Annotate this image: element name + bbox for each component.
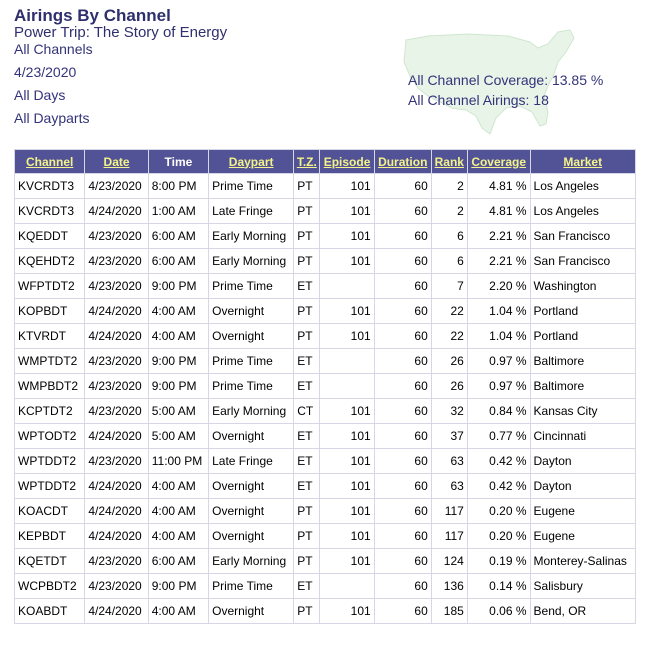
channel-cell: KTVRDT [15,324,85,349]
table-row [15,274,636,299]
daypart-cell: Prime Time [209,349,294,374]
date-cell: 4/23/2020 [85,249,148,274]
table-row [15,574,636,599]
duration-cell: 60 [374,399,431,424]
market-cell: San Francisco [530,249,635,274]
dayparts-filter: All Dayparts [14,110,90,126]
time-cell: 9:00 PM [148,274,208,299]
channel-cell: KOABDT [15,599,85,624]
timezone-cell: PT [294,324,320,349]
column-header-episode[interactable]: Episode [320,150,374,174]
rank-cell: 63 [431,449,467,474]
table-row [15,399,636,424]
duration-cell: 60 [374,524,431,549]
coverage-cell: 4.81 % [467,174,530,199]
market-cell: Eugene [530,499,635,524]
timezone-cell: ET [294,374,320,399]
table-row [15,349,636,374]
duration-cell: 60 [374,249,431,274]
channel-cell: KQEHDT2 [15,249,85,274]
coverage-cell: 0.19 % [467,549,530,574]
channel-cell: KQETDT [15,549,85,574]
table-row [15,199,636,224]
days-filter: All Days [14,87,66,103]
coverage-cell: 1.04 % [467,324,530,349]
episode-cell [320,574,374,599]
rank-cell: 26 [431,374,467,399]
table-row [15,499,636,524]
rank-cell: 7 [431,274,467,299]
report-title: Airings By Channel [14,6,171,25]
date-cell: 4/23/2020 [85,399,148,424]
timezone-cell: PT [294,599,320,624]
timezone-cell: ET [294,424,320,449]
duration-cell: 60 [374,374,431,399]
episode-cell: 101 [320,174,374,199]
coverage-cell: 0.20 % [467,499,530,524]
column-header-daypart[interactable]: Daypart [209,150,294,174]
time-cell: 4:00 AM [148,524,208,549]
coverage-summary: All Channel Coverage: 13.85 % [408,72,604,88]
episode-cell: 101 [320,599,374,624]
timezone-cell: PT [294,199,320,224]
rank-cell: 2 [431,199,467,224]
market-cell: Cincinnati [530,424,635,449]
timezone-cell: PT [294,224,320,249]
market-cell: Portland [530,299,635,324]
channel-cell: KVCRDT3 [15,174,85,199]
table-row [15,549,636,574]
daypart-cell: Overnight [209,299,294,324]
daypart-cell: Late Fringe [209,199,294,224]
channel-cell: KQEDDT [15,224,85,249]
episode-cell: 101 [320,249,374,274]
coverage-cell: 0.42 % [467,449,530,474]
timezone-cell: ET [294,449,320,474]
channel-cell: WFPTDT2 [15,274,85,299]
table-header-row [15,150,636,174]
date-cell: 4/24/2020 [85,199,148,224]
coverage-cell: 0.06 % [467,599,530,624]
market-cell: Salisbury [530,574,635,599]
rank-cell: 63 [431,474,467,499]
channel-cell: KOACDT [15,499,85,524]
table-row [15,249,636,274]
duration-cell: 60 [374,174,431,199]
date-cell: 4/24/2020 [85,524,148,549]
episode-cell: 101 [320,224,374,249]
daypart-cell: Overnight [209,424,294,449]
column-header-market[interactable]: Market [530,150,635,174]
coverage-cell: 2.21 % [467,224,530,249]
market-cell: Portland [530,324,635,349]
daypart-cell: Late Fringe [209,449,294,474]
date-cell: 4/23/2020 [85,224,148,249]
time-cell: 4:00 AM [148,299,208,324]
date-cell: 4/24/2020 [85,474,148,499]
daypart-cell: Overnight [209,324,294,349]
time-cell: 1:00 AM [148,199,208,224]
table-row [15,474,636,499]
market-cell: Eugene [530,524,635,549]
episode-cell: 101 [320,324,374,349]
column-header-rank[interactable]: Rank [431,150,467,174]
coverage-cell: 0.84 % [467,399,530,424]
duration-cell: 60 [374,499,431,524]
rank-cell: 22 [431,299,467,324]
table-row [15,224,636,249]
time-cell: 4:00 AM [148,324,208,349]
rank-cell: 117 [431,499,467,524]
time-cell: 9:00 PM [148,574,208,599]
market-cell: Baltimore [530,374,635,399]
column-header-coverage[interactable]: Coverage [467,150,530,174]
date-cell: 4/23/2020 [85,374,148,399]
coverage-cell: 4.81 % [467,199,530,224]
rank-cell: 185 [431,599,467,624]
table-row [15,424,636,449]
airings-table [14,149,636,624]
market-cell: Monterey-Salinas [530,549,635,574]
time-cell: 5:00 AM [148,399,208,424]
daypart-cell: Early Morning [209,399,294,424]
time-cell: 4:00 AM [148,499,208,524]
daypart-cell: Overnight [209,499,294,524]
timezone-cell: ET [294,274,320,299]
market-cell: Bend, OR [530,599,635,624]
daypart-cell: Prime Time [209,574,294,599]
date-cell: 4/24/2020 [85,424,148,449]
coverage-cell: 0.97 % [467,374,530,399]
coverage-cell: 0.14 % [467,574,530,599]
episode-cell [320,374,374,399]
time-cell: 6:00 AM [148,224,208,249]
date-cell: 4/23/2020 [85,574,148,599]
daypart-cell: Early Morning [209,249,294,274]
daypart-cell: Prime Time [209,274,294,299]
episode-cell: 101 [320,499,374,524]
timezone-cell: CT [294,399,320,424]
channel-cell: WPTODT2 [15,424,85,449]
timezone-cell: PT [294,174,320,199]
timezone-cell: ET [294,474,320,499]
date-cell: 4/24/2020 [85,324,148,349]
daypart-cell: Overnight [209,524,294,549]
episode-cell: 101 [320,524,374,549]
channel-cell: KOPBDT [15,299,85,324]
rank-cell: 6 [431,224,467,249]
date-cell: 4/24/2020 [85,499,148,524]
market-cell: Los Angeles [530,199,635,224]
episode-cell: 101 [320,474,374,499]
rank-cell: 32 [431,399,467,424]
column-header-date[interactable]: Date [85,150,148,174]
rank-cell: 136 [431,574,467,599]
daypart-cell: Early Morning [209,224,294,249]
table-row [15,324,636,349]
episode-cell: 101 [320,299,374,324]
time-cell: 11:00 PM [148,449,208,474]
rank-cell: 2 [431,174,467,199]
timezone-cell: ET [294,574,320,599]
channels-filter: All Channels [14,41,93,57]
timezone-cell: PT [294,249,320,274]
timezone-cell: PT [294,524,320,549]
rank-cell: 26 [431,349,467,374]
market-cell: Baltimore [530,349,635,374]
table-row [15,449,636,474]
duration-cell: 60 [374,599,431,624]
table-row [15,374,636,399]
column-header-duration[interactable]: Duration [374,150,431,174]
duration-cell: 60 [374,449,431,474]
channel-cell: WPTDDT2 [15,474,85,499]
episode-cell: 101 [320,549,374,574]
coverage-cell: 0.20 % [467,524,530,549]
airings-summary: All Channel Airings: 18 [408,92,549,108]
date-cell: 4/23/2020 [85,449,148,474]
timezone-cell: ET [294,349,320,374]
column-header-channel[interactable]: Channel [15,150,85,174]
rank-cell: 124 [431,549,467,574]
table-row [15,174,636,199]
market-cell: Kansas City [530,399,635,424]
date-cell: 4/23/2020 [85,549,148,574]
rank-cell: 117 [431,524,467,549]
channel-cell: KEPBDT [15,524,85,549]
market-cell: Washington [530,274,635,299]
episode-cell: 101 [320,199,374,224]
rank-cell: 37 [431,424,467,449]
channel-cell: WMPTDT2 [15,349,85,374]
channel-cell: WCPBDT2 [15,574,85,599]
duration-cell: 60 [374,299,431,324]
date-filter: 4/23/2020 [14,64,77,80]
episode-cell [320,274,374,299]
coverage-cell: 0.97 % [467,349,530,374]
date-cell: 4/24/2020 [85,599,148,624]
date-cell: 4/24/2020 [85,299,148,324]
time-cell: 4:00 AM [148,474,208,499]
duration-cell: 60 [374,349,431,374]
daypart-cell: Prime Time [209,374,294,399]
duration-cell: 60 [374,574,431,599]
daypart-cell: Early Morning [209,549,294,574]
rank-cell: 6 [431,249,467,274]
date-cell: 4/23/2020 [85,349,148,374]
market-cell: Los Angeles [530,174,635,199]
episode-cell: 101 [320,399,374,424]
channel-cell: KCPTDT2 [15,399,85,424]
time-cell: 6:00 AM [148,549,208,574]
table-row [15,599,636,624]
time-cell: 4:00 AM [148,599,208,624]
duration-cell: 60 [374,549,431,574]
table-row [15,524,636,549]
column-header-timezone[interactable]: T.Z. [294,150,320,174]
program-title: Power Trip: The Story of Energy [14,24,228,41]
daypart-cell: Overnight [209,599,294,624]
duration-cell: 60 [374,224,431,249]
duration-cell: 60 [374,324,431,349]
coverage-cell: 2.21 % [467,249,530,274]
rank-cell: 22 [431,324,467,349]
time-cell: 9:00 PM [148,349,208,374]
episode-cell [320,349,374,374]
date-cell: 4/23/2020 [85,274,148,299]
episode-cell: 101 [320,449,374,474]
timezone-cell: PT [294,549,320,574]
episode-cell: 101 [320,424,374,449]
coverage-cell: 0.77 % [467,424,530,449]
daypart-cell: Overnight [209,474,294,499]
time-cell: 9:00 PM [148,374,208,399]
time-cell: 6:00 AM [148,249,208,274]
coverage-cell: 2.20 % [467,274,530,299]
duration-cell: 60 [374,274,431,299]
duration-cell: 60 [374,424,431,449]
coverage-cell: 1.04 % [467,299,530,324]
date-cell: 4/23/2020 [85,174,148,199]
timezone-cell: PT [294,499,320,524]
timezone-cell: PT [294,299,320,324]
channel-cell: WPTDDT2 [15,449,85,474]
table-row [15,299,636,324]
channel-cell: KVCRDT3 [15,199,85,224]
coverage-cell: 0.42 % [467,474,530,499]
daypart-cell: Prime Time [209,174,294,199]
duration-cell: 60 [374,199,431,224]
duration-cell: 60 [374,474,431,499]
market-cell: San Francisco [530,224,635,249]
channel-cell: WMPBDT2 [15,374,85,399]
market-cell: Dayton [530,449,635,474]
time-cell: 5:00 AM [148,424,208,449]
column-header-time: Time [148,150,208,174]
time-cell: 8:00 PM [148,174,208,199]
market-cell: Dayton [530,474,635,499]
